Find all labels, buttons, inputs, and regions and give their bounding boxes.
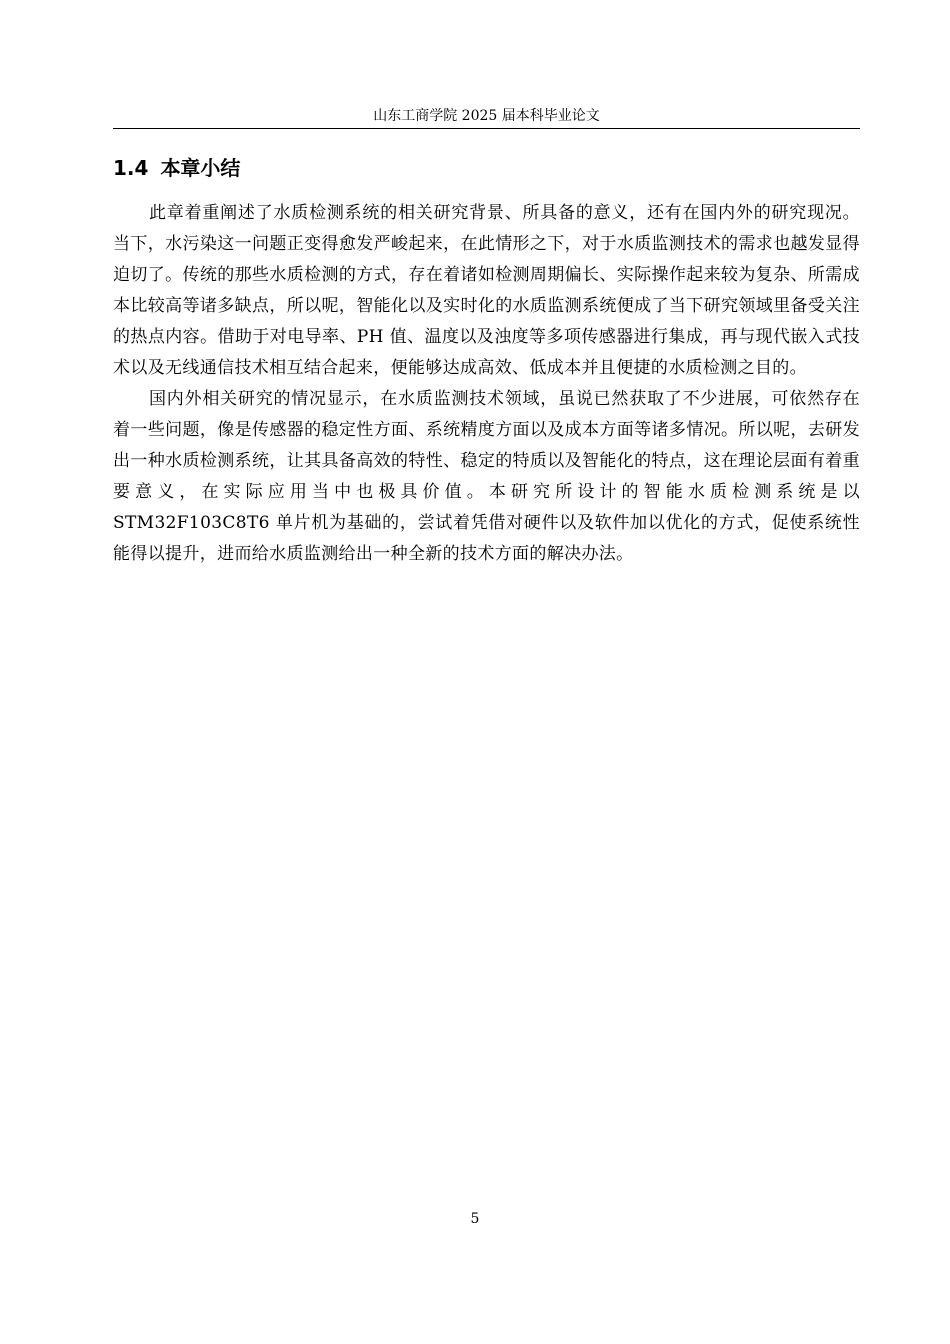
- body-paragraph: 此章着重阐述了水质检测系统的相关研究背景、所具备的意义，还有在国内外的研究现况。当下，水污染这一问题正变得愈发严峻起来，在此情形之下，对于水质监测技术的需求也越发显得迫切了。传统的那些水质检测的方式，存在着诸如检测周期偏长、实际操作起来较为复杂、所需成本比较高等诸多缺点，所以呢，智能化以及实时化的水质监测系统便成了当下研究领域里备受关注的热点内容。借助于对电导率、PH 值、温度以及浊度等多项传感器进行集成，再与现代嵌入式技术以及无线通信技术相互结合起来，便能够达成高效、低成本并且便捷的水质检测之目的。: [113, 203, 860, 378]
- running-header: 山东工商学院 2025 届本科毕业论文: [373, 108, 600, 124]
- body-paragraph: 国内外相关研究的情况显示，在水质监测技术领域，虽说已然获取了不少进展，可依然存在着一些问题，像是传感器的稳定性方面、系统精度方面以及成本方面等诸多情况。所以呢，去研发出一种水质检测系统，让其具备高效的特性、稳定的特质以及智能化的特点，这在理论层面有着重要意义，在实际应用当中也极具价值。本研究所设计的智能水质检测系统是以 STM32F103C8T6 单片机为基础的，尝试着凭借对硬件以及软件加以优化的方式，促使系统性能得以提升，进而给水质监测给出一种全新的技术方面的解决办法。: [113, 389, 860, 564]
- section-heading: [113, 154, 240, 182]
- section-title: 本章小结: [160, 156, 241, 180]
- section-number: 1.4: [113, 156, 149, 180]
- body-text: [113, 198, 860, 570]
- header-rule: [113, 128, 860, 129]
- page-number: 5: [470, 1211, 480, 1227]
